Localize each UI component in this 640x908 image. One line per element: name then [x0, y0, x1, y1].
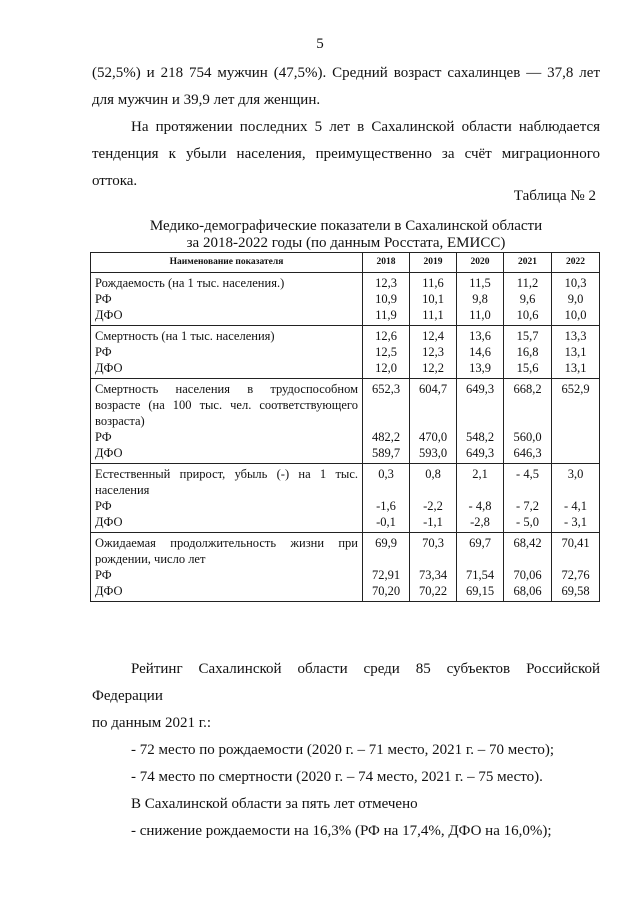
- value-text: -2,8: [470, 515, 490, 529]
- rating-line-2: Федерации: [92, 688, 163, 704]
- value-cell: [504, 464, 552, 533]
- cell-spacer: [556, 482, 595, 498]
- value-cell: [457, 326, 504, 379]
- indicator-sub-label: ДФО: [95, 308, 123, 322]
- value-text: 11,2: [516, 276, 539, 290]
- value-text: -1,6: [376, 499, 396, 513]
- value-cell: [363, 464, 410, 533]
- value-text: 12,4: [422, 329, 444, 343]
- value-cell: [552, 533, 600, 602]
- cell-spacer: [461, 413, 499, 429]
- value-text: 70,22: [418, 584, 448, 598]
- cell-spacer: [414, 482, 452, 498]
- indicator-title-line: Смертность (на 1 тыс. населения): [95, 329, 275, 343]
- cell-spacer: [414, 551, 452, 567]
- value-text: 11,0: [469, 308, 491, 322]
- cell-spacer: [508, 397, 547, 413]
- header-year: 2022: [552, 253, 600, 273]
- page-number: 5: [316, 36, 324, 52]
- value-text: 70,3: [422, 536, 444, 550]
- table-row: [91, 533, 600, 602]
- indicator-sub-label: ДФО: [95, 446, 123, 460]
- table-row: [91, 464, 600, 533]
- value-text: 0,8: [425, 467, 441, 481]
- rating-item-birth: - 72 место по рождаемости (2020 г. – 71 место, 2021 г. – 70 место);: [131, 742, 555, 758]
- intro-line-2: для мужчин и 39,9 лет для женщин.: [92, 92, 321, 108]
- value-text: 649,3: [465, 382, 495, 396]
- value-text: - 7,2: [516, 499, 539, 513]
- header-indicator-name: Наименование показателя: [91, 253, 363, 273]
- value-cell: [410, 379, 457, 464]
- value-text: 652,3: [371, 382, 401, 396]
- value-cell: [410, 533, 457, 602]
- cell-spacer: [367, 551, 405, 567]
- indicator-cell: [91, 326, 363, 379]
- value-text: 11,1: [422, 308, 444, 322]
- indicator-title-line: возраста): [95, 414, 145, 428]
- cell-spacer: [414, 413, 452, 429]
- value-text: 9,0: [567, 292, 584, 306]
- value-text: 13,3: [564, 329, 587, 343]
- value-text: 11,5: [469, 276, 491, 290]
- value-text: 10,0: [564, 308, 587, 322]
- value-text: 668,2: [513, 382, 542, 396]
- indicator-sub-label: РФ: [95, 499, 112, 513]
- rating-item-death: - 74 место по смертности (2020 г. – 74 место, 2021 г. – 75 место).: [131, 769, 543, 785]
- value-text: 12,2: [422, 361, 444, 375]
- header-year: 2020: [457, 253, 504, 273]
- value-text: 3,0: [567, 467, 584, 481]
- indicator-cell: [91, 379, 363, 464]
- cell-spacer: [508, 413, 547, 429]
- cell-spacer: [508, 482, 547, 498]
- value-text: 71,54: [465, 568, 495, 582]
- cell-spacer: [461, 397, 499, 413]
- header-year: 2021: [504, 253, 552, 273]
- value-cell: [363, 273, 410, 326]
- cell-spacer: [367, 482, 405, 498]
- value-text: 548,2: [465, 430, 495, 444]
- value-text: 70,06: [513, 568, 542, 582]
- value-text: 589,7: [371, 446, 401, 460]
- indicator-sub-label: ДФО: [95, 584, 123, 598]
- value-text: 10,1: [422, 292, 444, 306]
- value-cell: [457, 464, 504, 533]
- value-text: - 4,1: [564, 499, 587, 513]
- table-row: [91, 379, 600, 464]
- value-text: 14,6: [469, 345, 491, 359]
- indicator-cell: [91, 464, 363, 533]
- value-text: 13,1: [564, 345, 587, 359]
- indicator-sub-label: РФ: [95, 345, 112, 359]
- value-text: 16,8: [516, 345, 539, 359]
- value-cell: [504, 379, 552, 464]
- value-text: - 4,8: [468, 499, 492, 513]
- value-text: 9,8: [472, 292, 488, 306]
- table-title-line-2: за 2018-2022 годы (по данным Росстата, ЕМИСС): [186, 235, 506, 251]
- indicator-sub-label: РФ: [95, 292, 112, 306]
- indicator-sub-label: РФ: [95, 430, 112, 444]
- value-cell: [457, 533, 504, 602]
- value-text: 13,1: [564, 361, 587, 375]
- value-cell: [552, 464, 600, 533]
- value-text: 560,0: [513, 430, 542, 444]
- cell-spacer: [508, 551, 547, 567]
- intro-para2-line-1: На протяжении последних 5 лет в Сахалинской области наблюдается: [131, 119, 600, 135]
- value-text: 13,9: [469, 361, 491, 375]
- value-text: 649,3: [465, 446, 495, 460]
- cell-spacer: [367, 397, 405, 413]
- value-cell: [504, 533, 552, 602]
- value-text: 10,3: [564, 276, 587, 290]
- value-text: 12,0: [375, 361, 397, 375]
- value-cell: [410, 273, 457, 326]
- value-text: 72,91: [371, 568, 401, 582]
- indicator-title-line: Рождаемость (на 1 тыс. населения.): [95, 276, 285, 290]
- cell-spacer: [556, 551, 595, 567]
- indicator-title-line: Естественный прирост, убыль (-) на 1 тыс.: [95, 467, 358, 481]
- value-cell: [457, 273, 504, 326]
- value-text: 0,3: [378, 467, 394, 481]
- value-text: 72,76: [561, 568, 590, 582]
- value-text: -0,1: [376, 515, 396, 529]
- value-text: 15,7: [516, 329, 539, 343]
- value-text: 70,20: [371, 584, 401, 598]
- value-text: 70,41: [561, 536, 590, 550]
- cell-spacer: [461, 482, 499, 498]
- indicator-sub-label: РФ: [95, 568, 112, 582]
- indicator-title-line: Ожидаемая продолжительность жизни при: [95, 536, 358, 550]
- rating-line-4: В Сахалинской области за пять лет отмечено: [131, 796, 418, 812]
- table-row: [91, 326, 600, 379]
- value-text: 646,3: [513, 446, 542, 460]
- value-cell: [504, 326, 552, 379]
- table-number: Таблица № 2: [513, 188, 596, 204]
- indicator-sub-label: ДФО: [95, 361, 123, 375]
- rating-line-1: Рейтинг Сахалинской области среди 85 субъектов Российской: [131, 661, 600, 677]
- demographics-table: [90, 252, 600, 602]
- value-text: 10,9: [375, 292, 397, 306]
- value-text: 593,0: [418, 446, 448, 460]
- value-cell: [457, 379, 504, 464]
- value-cell: [363, 326, 410, 379]
- cell-spacer: [461, 551, 499, 567]
- value-cell: [552, 379, 600, 464]
- value-text: 2,1: [472, 467, 488, 481]
- value-text: - 4,5: [516, 467, 539, 481]
- value-text: 68,42: [513, 536, 542, 550]
- indicator-cell: [91, 273, 363, 326]
- value-text: 470,0: [418, 430, 448, 444]
- value-text: 15,6: [516, 361, 539, 375]
- value-text: 12,6: [375, 329, 397, 343]
- value-text: 11,9: [375, 308, 397, 322]
- value-text: 482,2: [371, 430, 401, 444]
- value-text: 69,7: [469, 536, 491, 550]
- value-text: 68,06: [513, 584, 542, 598]
- indicator-cell: [91, 533, 363, 602]
- intro-para2-line-3: оттока.: [92, 173, 138, 189]
- rating-item-decline: - снижение рождаемости на 16,3% (РФ на 17,4%, ДФО на 16,0%);: [131, 823, 552, 839]
- value-cell: [363, 379, 410, 464]
- value-text: 12,3: [422, 345, 444, 359]
- value-text: 73,34: [418, 568, 448, 582]
- cell-spacer: [556, 397, 595, 413]
- value-text: 69,9: [375, 536, 397, 550]
- indicator-title-line: возрасте (на 100 тыс. чел. соответствующего: [95, 398, 358, 412]
- cell-spacer: [414, 397, 452, 413]
- value-text: 13,6: [469, 329, 491, 343]
- cell-spacer: [556, 413, 595, 429]
- value-text: 12,5: [375, 345, 397, 359]
- value-text: 69,15: [465, 584, 495, 598]
- table-header-row: [91, 253, 600, 273]
- rating-line-3: по данным 2021 г.:: [92, 715, 212, 731]
- value-text: 69,58: [561, 584, 590, 598]
- value-text: - 5,0: [516, 515, 539, 529]
- value-text: - 3,1: [564, 515, 587, 529]
- value-text: -2,2: [423, 499, 443, 513]
- indicator-title-line: рождении, число лет: [95, 552, 206, 566]
- value-text: [556, 445, 595, 461]
- value-text: [556, 429, 595, 445]
- value-cell: [410, 464, 457, 533]
- value-text: 652,9: [561, 382, 590, 396]
- indicator-title-line: населения: [95, 483, 150, 497]
- value-text: -1,1: [423, 515, 443, 529]
- header-year: 2018: [363, 253, 410, 273]
- indicator-sub-label: ДФО: [95, 515, 123, 529]
- value-text: 11,6: [422, 276, 444, 290]
- intro-line-1: (52,5%) и 218 754 мужчин (47,5%). Средний возраст сахалинцев — 37,8 лет: [92, 65, 600, 81]
- value-text: 10,6: [516, 308, 539, 322]
- value-cell: [363, 533, 410, 602]
- value-text: 604,7: [418, 382, 448, 396]
- intro-para2-line-2: тенденция к убыли населения, преимущественно за счёт миграционного: [92, 146, 600, 162]
- value-cell: [552, 326, 600, 379]
- indicator-title-line: Смертность населения в трудоспособном: [95, 382, 358, 396]
- value-cell: [552, 273, 600, 326]
- value-text: 9,6: [519, 292, 536, 306]
- value-cell: [410, 326, 457, 379]
- table-row: [91, 273, 600, 326]
- value-cell: [504, 273, 552, 326]
- header-year: 2019: [410, 253, 457, 273]
- cell-spacer: [367, 413, 405, 429]
- value-text: 12,3: [375, 276, 397, 290]
- table-title-line-1: Медико-демографические показатели в Сахалинской области: [149, 218, 543, 234]
